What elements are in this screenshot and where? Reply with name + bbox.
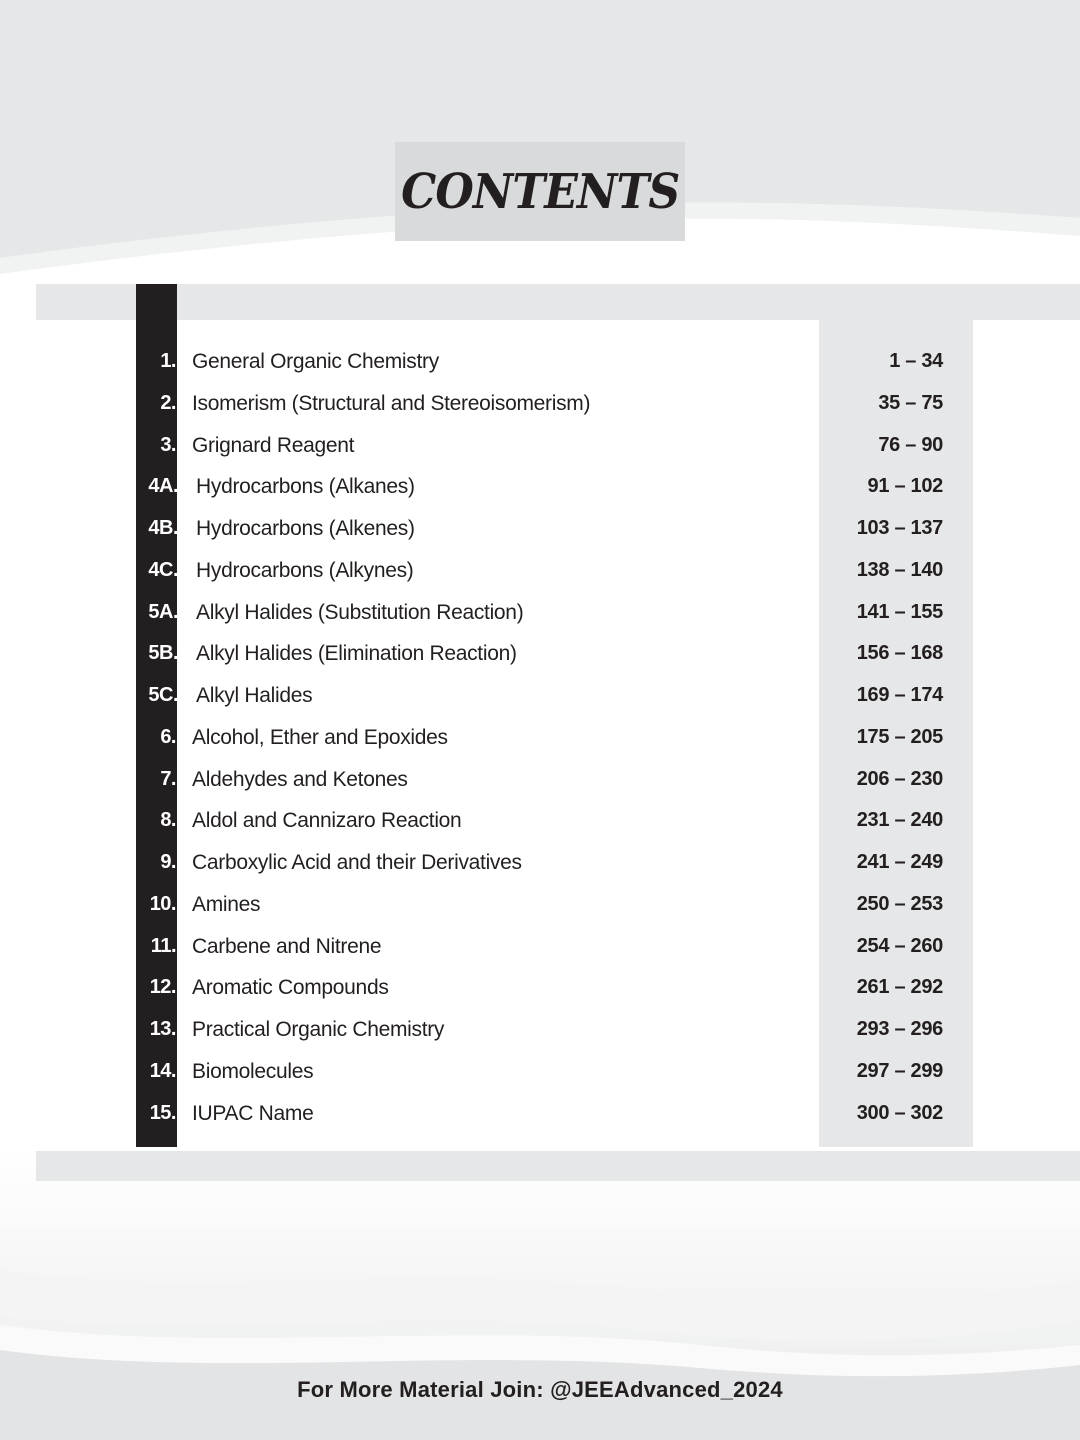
contents-row[interactable] xyxy=(0,717,1080,759)
chapter-title: Alkyl Halides (Substitution Reaction) xyxy=(196,600,524,624)
page-title: CONTENTS xyxy=(400,163,680,220)
chapter-number: 5A. xyxy=(148,600,178,623)
contents-row[interactable] xyxy=(0,926,1080,968)
chapter-title: Aldehydes and Ketones xyxy=(192,767,408,791)
page-range: 297 – 299 xyxy=(856,1059,943,1082)
page-range: 138 – 140 xyxy=(856,558,943,581)
chapter-number: 4C. xyxy=(148,558,178,581)
page-range: 261 – 292 xyxy=(856,976,943,999)
chapter-title: Hydrocarbons (Alkenes) xyxy=(196,517,415,540)
contents-row[interactable] xyxy=(0,633,1080,675)
contents-row[interactable] xyxy=(0,508,1080,550)
contents-row[interactable] xyxy=(0,884,1080,926)
chapter-number: 8. xyxy=(160,809,176,832)
chapter-number: 9. xyxy=(160,851,176,873)
page-range: 35 – 75 xyxy=(878,391,943,414)
page-range: 241 – 249 xyxy=(856,851,943,873)
page-range: 206 – 230 xyxy=(856,767,943,790)
page-range: 76 – 90 xyxy=(878,433,943,456)
chapter-number: 2. xyxy=(160,391,176,414)
contents-row[interactable] xyxy=(0,383,1080,425)
page-range: 1 – 34 xyxy=(889,350,943,372)
page-range: 254 – 260 xyxy=(856,934,943,957)
contents-row[interactable] xyxy=(0,1051,1080,1093)
contents-row[interactable] xyxy=(0,550,1080,592)
contents-row[interactable] xyxy=(0,341,1080,383)
chapter-number: 14. xyxy=(149,1059,176,1082)
chapter-title: Carbene and Nitrene xyxy=(192,934,382,958)
page-range: 300 – 302 xyxy=(856,1101,943,1124)
contents-row[interactable] xyxy=(0,800,1080,842)
chapter-number: 1. xyxy=(160,350,176,372)
contents-row[interactable] xyxy=(0,759,1080,801)
table-bottom-band xyxy=(36,1151,1080,1181)
chapter-number: 12. xyxy=(149,976,176,999)
chapter-title: General Organic Chemistry xyxy=(192,350,439,373)
contents-row[interactable] xyxy=(0,842,1080,884)
page-range: 141 – 155 xyxy=(856,600,943,623)
chapter-number: 7. xyxy=(160,767,176,790)
contents-row[interactable] xyxy=(0,1009,1080,1051)
contents-row[interactable] xyxy=(0,466,1080,508)
page-range: 169 – 174 xyxy=(856,684,943,706)
chapter-number: 15. xyxy=(149,1101,176,1124)
page-range: 91 – 102 xyxy=(867,475,943,498)
chapter-number: 5B. xyxy=(148,642,178,665)
contents-row[interactable] xyxy=(0,1093,1080,1135)
chapter-title: Practical Organic Chemistry xyxy=(192,1018,445,1041)
chapter-title: Alcohol, Ether and Epoxides xyxy=(192,725,448,749)
page-range: 250 – 253 xyxy=(856,892,943,915)
chapter-number: 10. xyxy=(149,892,176,915)
chapter-number: 4A. xyxy=(148,475,178,498)
page-range: 156 – 168 xyxy=(856,642,943,665)
chapter-number: 3. xyxy=(160,433,176,456)
table-top-band xyxy=(36,284,1080,320)
chapter-title: Alkyl Halides (Elimination Reaction) xyxy=(196,642,517,666)
chapter-title: Hydrocarbons (Alkanes) xyxy=(196,475,415,499)
chapter-title: Aldol and Cannizaro Reaction xyxy=(192,809,462,833)
chapter-number: 11. xyxy=(150,934,176,957)
chapter-title: Grignard Reagent xyxy=(192,433,355,457)
page-range: 103 – 137 xyxy=(856,517,943,539)
contents-list xyxy=(0,341,1080,1134)
contents-row[interactable] xyxy=(0,592,1080,634)
chapter-number: 4B. xyxy=(148,517,178,539)
title-banner xyxy=(395,142,685,241)
page-range: 175 – 205 xyxy=(856,725,943,748)
chapter-title: Amines xyxy=(192,892,261,916)
contents-row[interactable] xyxy=(0,967,1080,1009)
contents-row[interactable] xyxy=(0,425,1080,467)
page-range: 293 – 296 xyxy=(856,1018,943,1040)
contents-row[interactable] xyxy=(0,675,1080,717)
chapter-title: Alkyl Halides xyxy=(196,684,313,707)
chapter-title: Hydrocarbons (Alkynes) xyxy=(196,558,414,582)
footer-note: For More Material Join: @JEEAdvanced_2024 xyxy=(297,1377,783,1402)
chapter-title: Aromatic Compounds xyxy=(192,976,389,1000)
chapter-number: 13. xyxy=(149,1018,176,1040)
page-range: 231 – 240 xyxy=(856,809,943,832)
chapter-title: IUPAC Name xyxy=(192,1101,314,1125)
chapter-title: Isomerism (Structural and Stereoisomerism) xyxy=(192,391,591,415)
chapter-title: Carboxylic Acid and their Derivatives xyxy=(192,851,522,874)
chapter-number: 5C. xyxy=(148,684,178,706)
chapter-number: 6. xyxy=(160,725,176,748)
chapter-title: Biomolecules xyxy=(192,1059,314,1083)
